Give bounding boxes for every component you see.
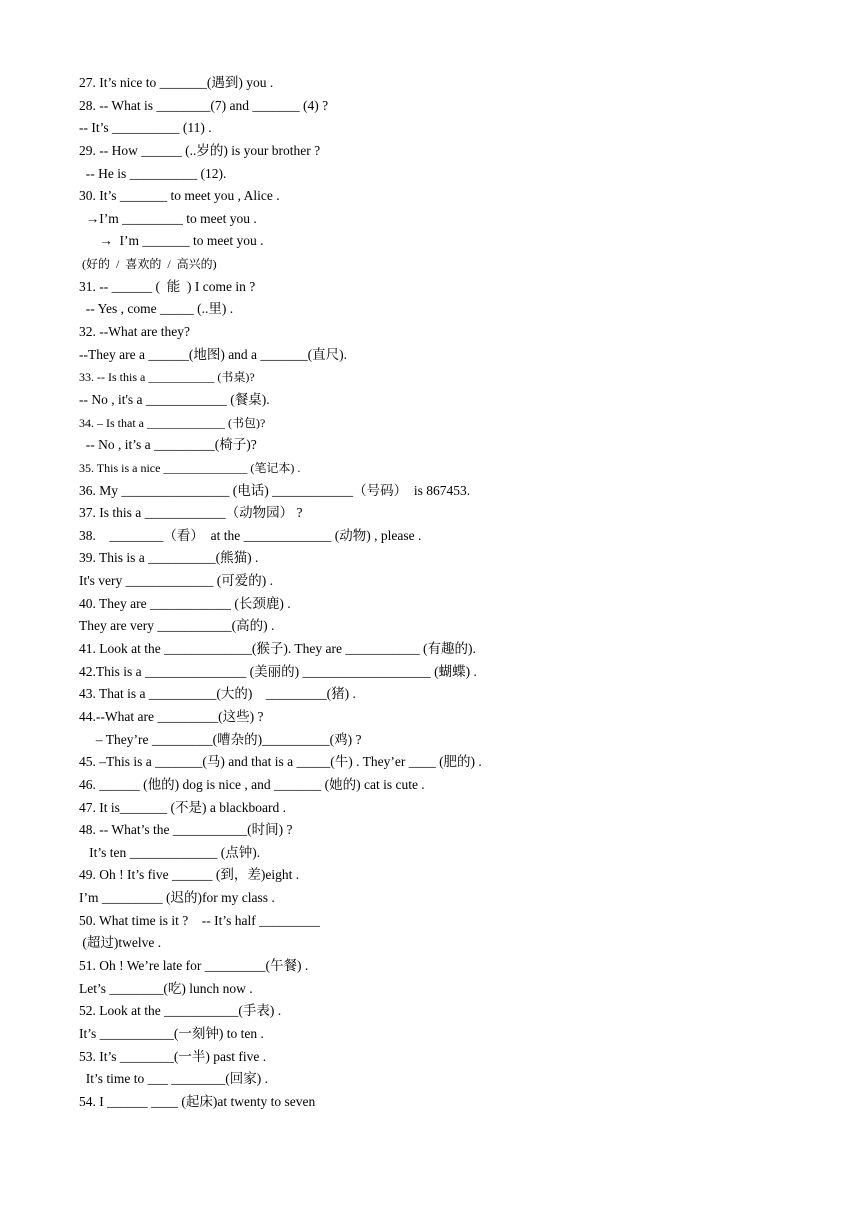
exercise-line: 43. That is a __________(大的) _________(猪) . [79,686,356,702]
exercise-line: Let’s ________(吃) lunch now . [79,980,253,996]
exercise-line: -- He is __________ (12). [79,165,227,181]
exercise-line: 47. It is_______ (不是) a blackboard . [79,799,286,815]
exercise-line: (超过)twelve . [79,935,162,951]
exercise-line: 41. Look at the _____________(猴子). They are ___________ (有趣的). [79,641,476,657]
exercise-line: --They are a ______(地图) and a _______(直尺). [79,346,348,362]
exercise-line: 35. This is a nice ______________ (笔记本) . [79,460,301,475]
exercise-line: 38. ________（看） at the _____________ (动物) , please . [79,527,422,543]
exercise-line: -- No , it's a ____________ (餐桌). [79,391,270,407]
exercise-line: It’s time to ___ ________(回家) . [79,1071,268,1087]
exercise-line: It’s ten _____________ (点钟). [79,844,261,860]
exercise-line: -- It’s __________ (11) . [79,120,212,136]
exercise-line: 46. ______ (他的) dog is nice , and _______ (她的) cat is cute . [79,776,425,792]
exercise-line: 39. This is a __________(熊猫) . [79,550,259,566]
exercise-line: 32. --What are they? [79,324,190,340]
exercise-line: 27. It’s nice to _______(遇到) you . [79,75,274,90]
exercise-line: 50. What time is it ? -- It’s half _________ [79,912,320,928]
exercise-line: 30. It’s _______ to meet you , Alice . [79,188,280,204]
exercise-line: 45. –This is a _______(马) and that is a _____(牛) . They’er ____ (肥的) . [79,754,482,770]
exercise-line: 37. Is this a ____________（动物园） ? [79,505,303,521]
exercise-line: 34. – Is that a _____________ (书包)? [79,415,266,430]
exercise-line: 49. Oh ! It’s five ______ (到，差)eight . [79,867,300,883]
exercise-line: -- No , it’s a _________(椅子)? [79,437,257,453]
exercise-line: → I’m _______ to meet you . [79,233,264,249]
exercise-line: They are very ___________(高的) . [79,618,275,634]
exercise-line: 40. They are ____________ (长颈鹿) . [79,595,291,611]
exercise-line: 52. Look at the ___________(手表) . [79,1003,282,1019]
exercise-line: 51. Oh ! We’re late for _________(午餐) . [79,957,309,973]
exercise-line: It's very _____________ (可爱的) . [79,573,274,589]
exercise-line: I’m _________ (迟的)for my class . [79,890,275,906]
exercise-line: 53. It’s ________(一半) past five . [79,1048,267,1064]
exercise-line: 42.This is a _______________ (美丽的) ___________________ (蝴蝶) . [79,663,477,679]
exercise-line: →I’m _________ to meet you . [79,210,257,226]
exercise-line: -- Yes , come _____ (..里) . [79,301,234,317]
exercise-line: It’s ___________(一刻钟) to ten . [79,1025,264,1041]
exercise-line: 33. -- Is this a ___________ (书桌)? [79,370,255,385]
exercise-line: (好的 / 喜欢的 / 高兴的) [79,257,217,272]
exercise-line: 31. -- ______ ( 能 ) I come in ? [79,278,256,294]
exercise-line: 29. -- How ______ (..岁的) is your brother ? [79,142,321,158]
exercise-line: 36. My ________________ (电话) ____________（号码） is 867453. [79,482,471,498]
exercise-line: 28. -- What is ________(7) and _______ (4) ? [79,97,329,113]
exercise-line: 44.--What are _________(这些) ? [79,708,264,724]
exercise-line: 54. I ______ ____ (起床)at twenty to seven [79,1093,316,1109]
exercise-line: 48. -- What’s the ___________(时间) ? [79,822,293,838]
exercise-list [79,72,839,1113]
exercise-line: – They’re _________(嘈杂的)__________(鸡) ? [79,731,362,747]
